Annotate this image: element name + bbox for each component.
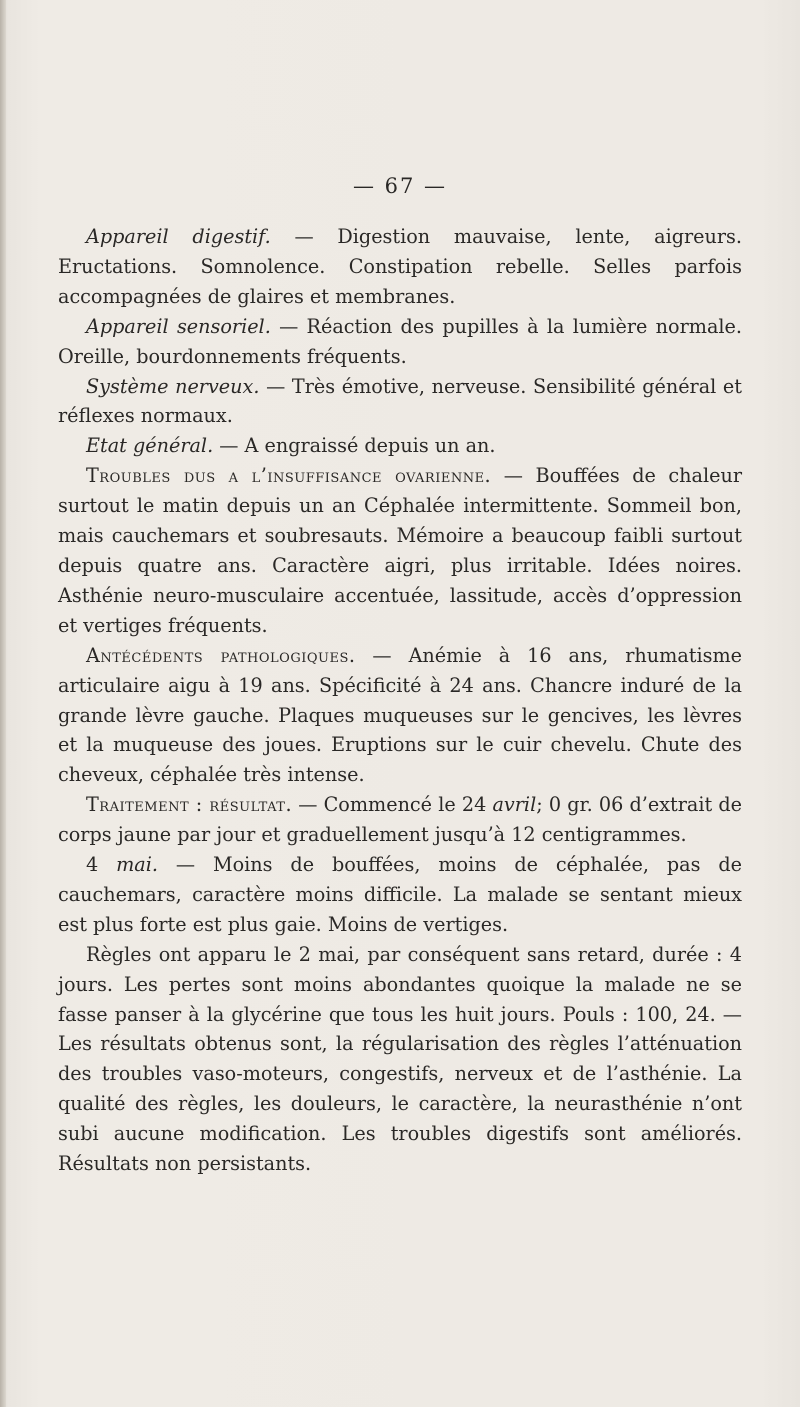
paragraph-etat-general xyxy=(58,431,742,461)
paragraph-4-mai xyxy=(58,850,742,940)
heading-etat-general: Etat général. xyxy=(86,434,214,458)
paragraph-troubles-ovarienne xyxy=(58,461,742,640)
paragraph-appareil-digestif xyxy=(58,222,742,312)
page-number: — 67 — xyxy=(352,174,448,198)
binding-edge xyxy=(0,0,6,1407)
body-text xyxy=(58,222,742,1179)
paragraph-systeme-nerveux xyxy=(58,372,742,432)
paragraph-text: — Digestion mauvaise, lente, aigreurs. Eructations. Somnolence. Constipation rebelle. Selles parfois accompagnées de glaires et membranes. xyxy=(58,225,742,308)
heading-antecedents: Antécédents pathologiques. xyxy=(86,643,356,667)
date-mai: mai. xyxy=(116,853,158,877)
paragraph-text: — Réaction des pupilles à la lumière normale. Oreille, bourdonnements fréquents. xyxy=(58,314,742,368)
paragraph-text: — Commencé le 24 xyxy=(292,793,493,817)
paragraph-text: — A engraissé depuis un an. xyxy=(213,434,496,458)
paragraph-appareil-sensoriel xyxy=(58,312,742,372)
heading-troubles-ovarienne: Troubles dus a l’insuffisance ovarienne. xyxy=(86,464,492,488)
paragraph-antecedents xyxy=(58,641,742,791)
paragraph-text: — Moins de bouffées, moins de céphalée, pas de cauchemars, caractère moins difficile. La malade se sentant mieux est plus forte est plus gaie. Moins de vertiges. xyxy=(58,853,742,936)
paragraph-regles xyxy=(58,940,742,1179)
date-avril: avril xyxy=(492,793,537,817)
heading-traitement: Traitement : résultat. xyxy=(86,793,293,817)
heading-appareil-digestif: Appareil digestif. xyxy=(86,225,271,248)
paragraph-text: — Très émotive, nerveuse. Sensibilité général et réflexes normaux. xyxy=(58,374,742,428)
heading-systeme-nerveux: Système nerveux. xyxy=(86,374,260,398)
heading-appareil-sensoriel: Appareil sensoriel. xyxy=(86,314,271,338)
date-number: 4 xyxy=(86,853,117,877)
paragraph-text: ; 0 gr. 06 d’extrait de corps jaune par jour et graduellement jusqu’à 12 centigrammes. xyxy=(58,793,742,847)
paragraph-traitement xyxy=(58,790,742,850)
paragraph-text: — Anémie à 16 ans, rhumatisme articulaire aigu à 19 ans. Spécificité à 24 ans. Chancre induré de la grande lèvre gauche. Plaques muqueuses sur le gencives, les lèvres et la muqueuse des joues. Eruptions sur le cuir chevelu. Chute des cheveux, céphalée très intense. xyxy=(58,643,742,787)
paragraph-text: — Bouffées de chaleur surtout le matin depuis un an Céphalée intermittente. Sommeil bon, mais cauchemars et soubresauts. Mémoire a beaucoup faibli surtout depuis quatre ans. Caractère aigri, plus irritable. Idées noires. Asthénie neuro-musculaire accentuée, lassitude, accès d’oppression et vertiges fréquents. xyxy=(58,464,742,637)
paragraph-text: Règles ont apparu le 2 mai, par conséquent sans retard, durée : 4 jours. Les pertes sont moins abondantes quoique la malade ne se fasse panser à la glycérine que tous les huit jours. Pouls : 100, 24. — Les résultats obtenus sont, la régularisation des règles l’atténuation des troubles vaso-moteurs, congestifs, nerveux et de l’asthénie. La qualité des règles, les douleurs, le caractère, la neurasthénie n’ont subi aucune modification. Les troubles digestifs sont améliorés. Résultats non persistants. xyxy=(58,942,742,1176)
